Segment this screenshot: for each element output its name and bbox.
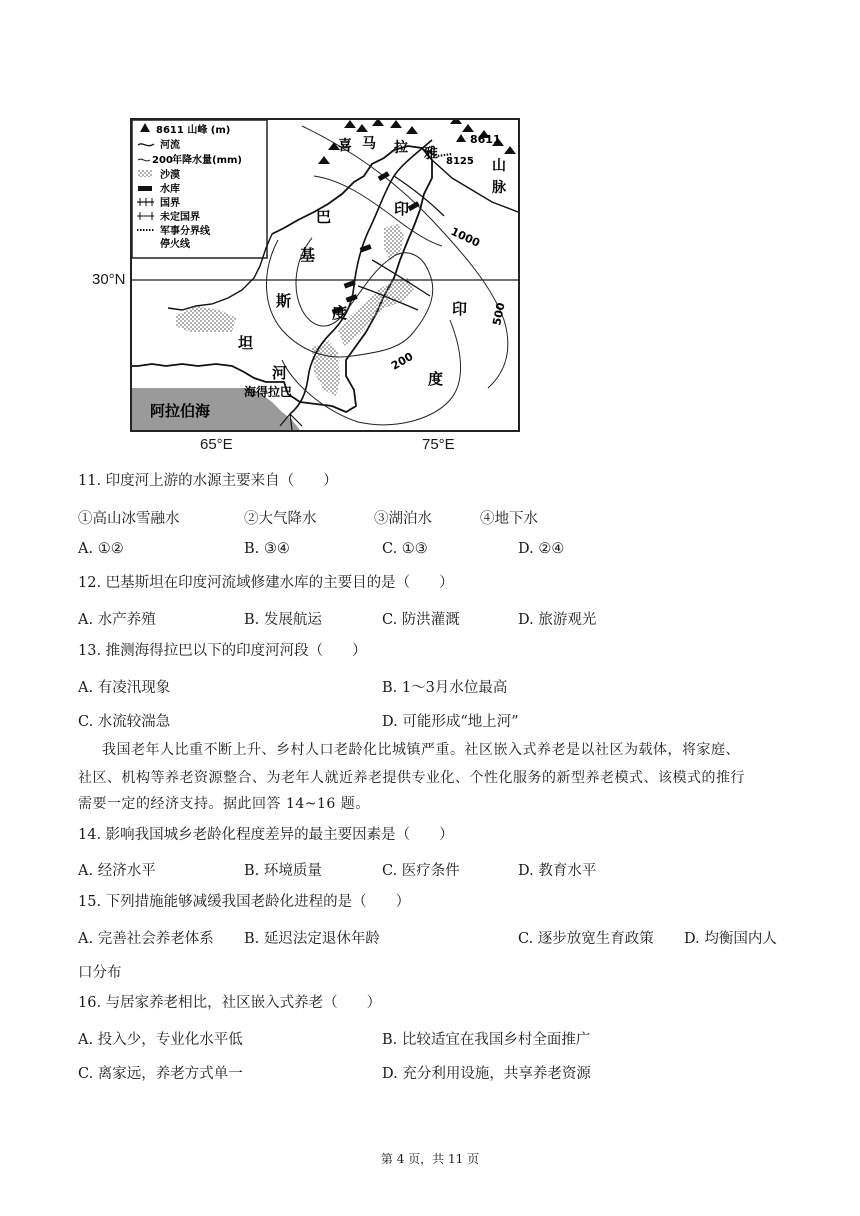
q12-option-a[interactable]: A. 水产养殖 (78, 612, 156, 628)
hyderabad-label: 海得拉巴 (244, 385, 293, 399)
q11-option-c[interactable]: C. ①③ (382, 541, 428, 557)
isohyet-1000-label: 1000 (448, 224, 482, 250)
latitude-label: 30°N (92, 271, 126, 288)
q15-option-b[interactable]: B. 延迟法定退休年龄 (244, 931, 380, 947)
himalaya-char-4: 雅 (424, 146, 438, 162)
q11-item-4: ④地下水 (480, 511, 538, 527)
q11-item-3: ③湖泊水 (374, 511, 432, 527)
arabian-sea-label: 阿拉伯海 (150, 402, 211, 420)
legend-undefined-border-label: 未定国界 (160, 212, 200, 223)
pakistan-char-4: 坦 (238, 334, 254, 352)
legend-river-label: 河流 (160, 140, 180, 151)
pakistan-char-2: 基 (300, 246, 316, 264)
legend-desert-label: 沙漠 (160, 170, 180, 181)
himalaya-char-6: 脉 (492, 180, 506, 196)
q13-option-c[interactable]: C. 水流较湍急 (78, 714, 171, 730)
legend-peak-label: 8611 山峰 (m) (156, 125, 231, 136)
passage-line-2: 社区、机构等养老资源整合、为老年人就近养老提供专业化、个性化服务的新型养老模式、该模式的推行 (78, 770, 745, 786)
indus-char-3: 河 (272, 364, 288, 382)
q11-option-d[interactable]: D. ②④ (518, 541, 565, 557)
question-16-stem: 16. 与居家养老相比，社区嵌入式养老（ ） (78, 995, 382, 1011)
india-char-1: 印 (452, 300, 468, 318)
q11-item-1: ①高山冰雪融水 (78, 511, 180, 527)
q11-item-2: ②大气降水 (244, 511, 317, 527)
q14-option-b[interactable]: B. 环境质量 (244, 863, 322, 879)
himalaya-char-5: 山 (492, 158, 506, 174)
q12-option-d[interactable]: D. 旅游观光 (518, 612, 597, 628)
q16-option-b[interactable]: B. 比较适宜在我国乡村全面推广 (382, 1032, 591, 1048)
longitude-label-75: 75°E (422, 436, 455, 453)
himalaya-char-2: 马 (362, 136, 376, 152)
reservoir-legend-icon (138, 186, 152, 191)
q14-option-d[interactable]: D. 教育水平 (518, 863, 597, 879)
pakistan-char-3: 斯 (276, 292, 292, 310)
himalaya-char-1: 喜 (338, 138, 352, 154)
question-13-stem: 13. 推测海得拉巴以下的印度河河段（ ） (78, 643, 367, 659)
q15-option-a[interactable]: A. 完善社会养老体系 (78, 931, 214, 947)
peak-8125-label: 8125 (446, 156, 474, 167)
question-15-stem: 15. 下列措施能够减缓我国老龄化进程的是（ ） (78, 894, 411, 910)
pakistan-char-1: 巴 (316, 208, 332, 226)
desert-area-3 (312, 340, 340, 396)
q11-option-a[interactable]: A. ①② (78, 541, 124, 557)
passage-line-1: 我国老年人比重不断上升、乡村人口老龄化比城镇严重。社区嵌入式养老是以社区为载体，将家庭、 (102, 742, 740, 758)
indus-river (290, 140, 432, 414)
question-12-stem: 12. 巴基斯坦在印度河流域修建水库的主要目的是（ ） (78, 575, 454, 591)
q15-option-d-continued: 口分布 (78, 965, 122, 981)
q16-option-d[interactable]: D. 充分利用设施，共享养老资源 (382, 1066, 591, 1082)
desert-area-4 (176, 306, 236, 332)
q14-option-c[interactable]: C. 医疗条件 (382, 863, 460, 879)
indus-char-1: 印 (394, 200, 410, 218)
peak-8611-label: 8611 (470, 133, 501, 146)
legend-rainfall-label: 年降水量(mm) (172, 155, 242, 166)
passage-line-3: 需要一定的经济支持。据此回答 14~16 题。 (78, 796, 370, 812)
q11-option-b[interactable]: B. ③④ (244, 541, 290, 557)
indus-char-2: 度 (332, 304, 348, 322)
q16-option-a[interactable]: A. 投入少，专业化水平低 (78, 1032, 243, 1048)
desert-legend-icon (138, 170, 152, 177)
peak-8611-icon (456, 134, 466, 142)
q15-option-c[interactable]: C. 逐步放宽生育政策 (518, 931, 654, 947)
isohyet-500-label: 500 (490, 301, 508, 327)
legend-border-label: 国界 (160, 198, 180, 209)
q14-option-a[interactable]: A. 经济水平 (78, 863, 156, 879)
desert-area-2 (338, 278, 414, 346)
q13-option-a[interactable]: A. 有凌汛现象 (78, 680, 171, 696)
indus-basin-map (132, 120, 518, 430)
legend-rainfall-value: 200 (152, 155, 173, 166)
desert-area-1 (384, 224, 404, 260)
isohyet-200-label: 200 (389, 349, 416, 373)
q12-option-b[interactable]: B. 发展航运 (244, 612, 322, 628)
q12-option-c[interactable]: C. 防洪灌溉 (382, 612, 460, 628)
q13-option-b[interactable]: B. 1～3月水位最高 (382, 680, 508, 696)
map-figure (118, 112, 522, 434)
q13-option-d[interactable]: D. 可能形成“地上河” (382, 714, 519, 730)
q15-option-d[interactable]: D. 均衡国内人 (684, 931, 777, 947)
legend-ceasefire-label-1: 军事分界线 (160, 226, 210, 237)
legend-reservoir-label: 水库 (160, 184, 180, 195)
map-frame (130, 118, 520, 432)
page-footer: 第 4 页，共 11 页 (380, 1152, 480, 1166)
himalaya-char-3: 拉 (394, 140, 408, 156)
india-char-2: 度 (428, 370, 444, 388)
longitude-label-65: 65°E (200, 436, 233, 453)
legend-ceasefire-label-2: 停火线 (160, 239, 190, 250)
question-11-stem: 11. 印度河上游的水源主要来自（ ） (78, 473, 338, 489)
question-14-stem: 14. 影响我国城乡老龄化程度差异的最主要因素是（ ） (78, 827, 454, 843)
q16-option-c[interactable]: C. 离家远，养老方式单一 (78, 1066, 243, 1082)
legend-box (132, 120, 267, 258)
